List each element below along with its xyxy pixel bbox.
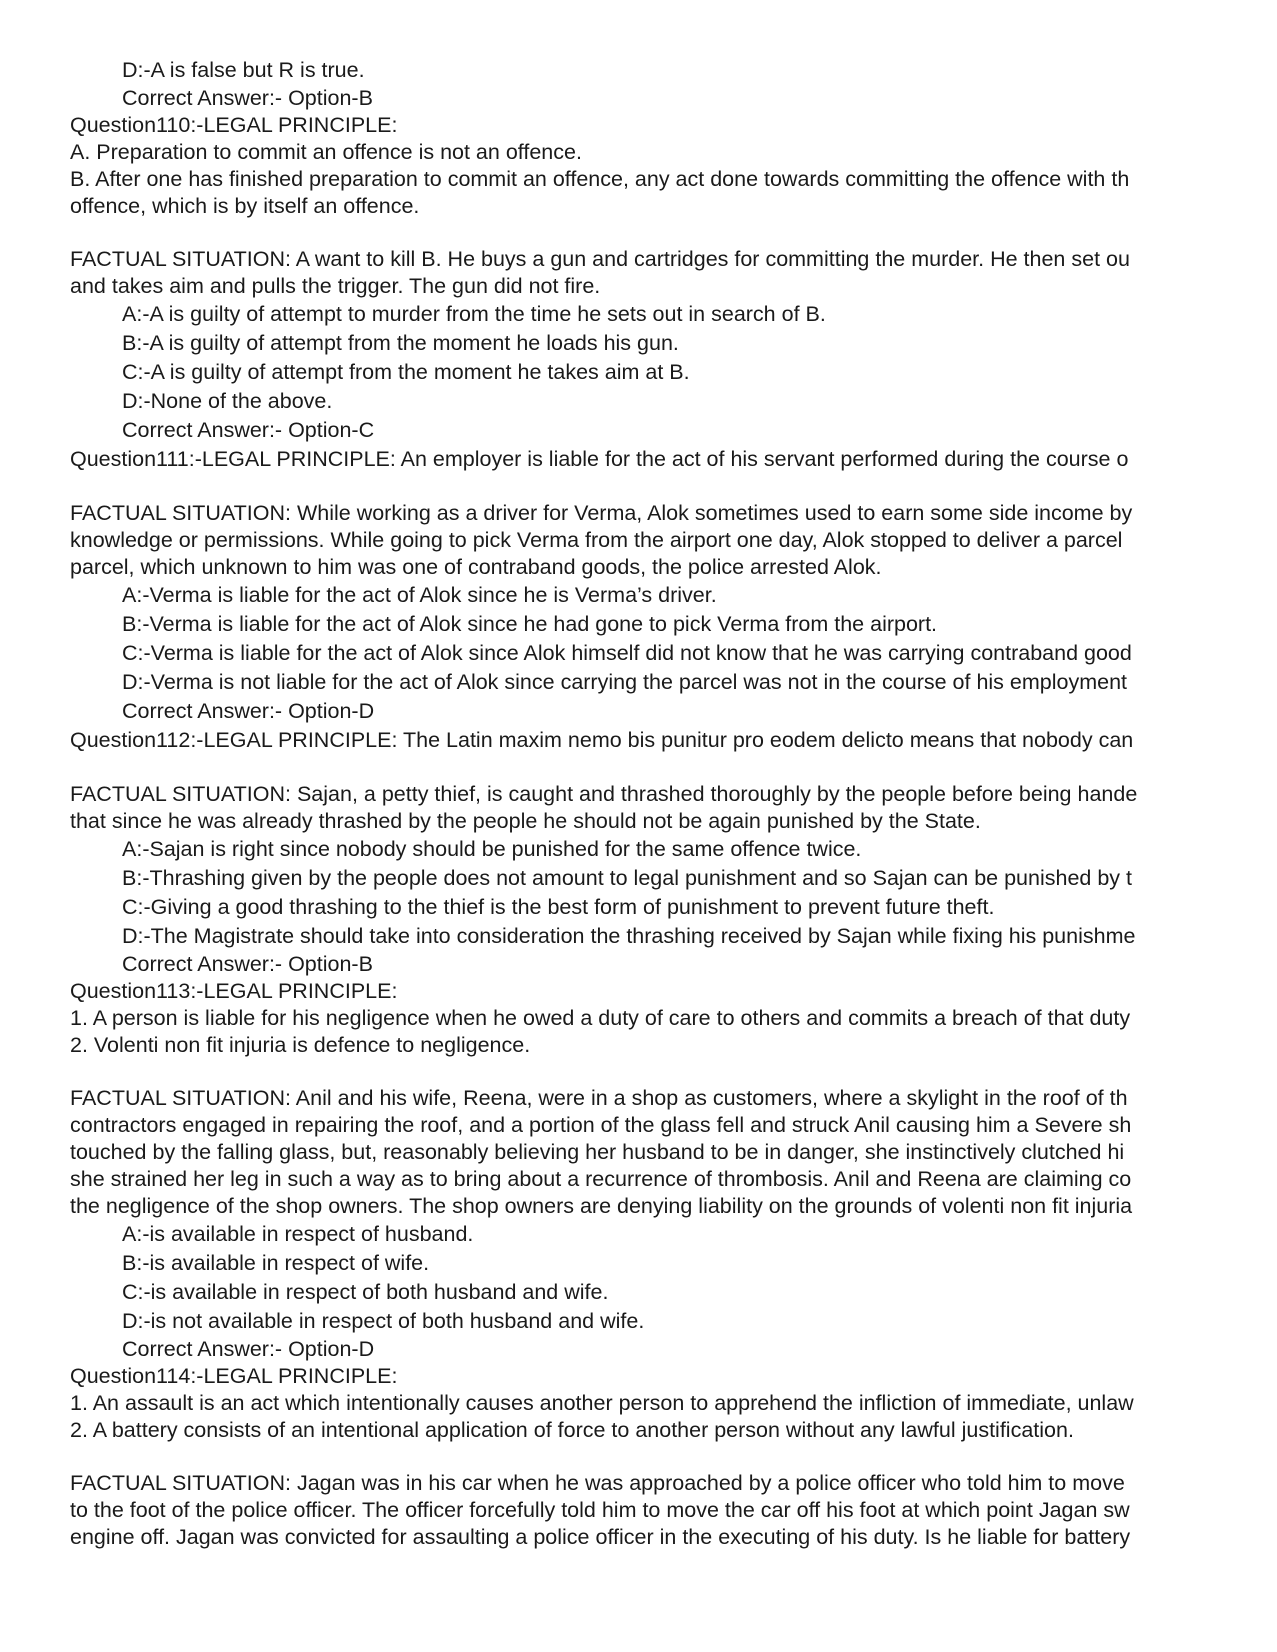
spacer [70,220,1218,246]
principle-line: B. After one has finished preparation to commit an offence, any act done towards committing the offence with th [70,167,1130,191]
facts-line: parcel, which unknown to him was one of contraband goods, the police arrested Alok. [70,555,882,579]
option-c: C:-Giving a good thrashing to the thief is the best form of punishment to prevent future theft. [122,895,995,919]
option-a: A:-is available in respect of husband. [122,1222,474,1246]
spacer [70,1444,1218,1470]
principle-line: offence, which is by itself an offence. [70,194,420,218]
correct-answer: Correct Answer:- Option-D [122,1337,375,1361]
correct-answer: Correct Answer:- Option-B [122,952,373,976]
facts-line: FACTUAL SITUATION: Jagan was in his car when he was approached by a police officer who told him to move [70,1471,1125,1495]
spacer [70,1059,1218,1085]
option-c: C:-A is guilty of attempt from the moment he takes aim at B. [122,360,690,384]
option-a: A:-A is guilty of attempt to murder from the time he sets out in search of B. [122,302,826,326]
principle-line: A. Preparation to commit an offence is not an offence. [70,140,582,164]
option-b: B:-Verma is liable for the act of Alok since he had gone to pick Verma from the airport. [122,612,938,636]
principle-line: 2. Volenti non fit injuria is defence to negligence. [70,1033,531,1057]
option-b: B:-Thrashing given by the people does not amount to legal punishment and so Sajan can be punished by t [122,866,1132,890]
option-d: D:-None of the above. [122,389,333,413]
principle-line: 1. An assault is an act which intentionally causes another person to apprehend the infliction of immediate, unlaw [70,1391,1134,1415]
option-a: A:-Verma is liable for the act of Alok since he is Verma’s driver. [122,583,717,607]
question-heading: Question110:-LEGAL PRINCIPLE: [70,113,398,137]
facts-line: contractors engaged in repairing the roof, and a portion of the glass fell and struck Anil causing him a Severe sh [70,1113,1132,1137]
option-a: A:-Sajan is right since nobody should be punished for the same offence twice. [122,837,862,861]
facts-line: FACTUAL SITUATION: While working as a driver for Verma, Alok sometimes used to earn some side income by [70,501,1133,525]
facts-line: that since he was already thrashed by the people he should not be again punished by the State. [70,809,981,833]
question-heading: Question113:-LEGAL PRINCIPLE: [70,979,398,1003]
facts-line: FACTUAL SITUATION: Sajan, a petty thief, is caught and thrashed thoroughly by the people before being hande [70,782,1138,806]
correct-answer: Correct Answer:- Option-D [122,699,375,723]
document-page [70,56,1218,1551]
option-d: D:-The Magistrate should take into consideration the thrashing received by Sajan while fixing his punishme [122,924,1136,948]
principle-line: 2. A battery consists of an intentional application of force to another person without any lawful justification. [70,1418,1074,1442]
facts-line: touched by the falling glass, but, reasonably believing her husband to be in danger, she instinctively clutched hi [70,1140,1125,1164]
facts-line: FACTUAL SITUATION: A want to kill B. He buys a gun and cartridges for committing the murder. He then set ou [70,247,1130,271]
option-b: B:-is available in respect of wife. [122,1251,430,1275]
spacer [70,474,1218,500]
principle-line: 1. A person is liable for his negligence when he owed a duty of care to others and commits a breach of that duty [70,1006,1131,1030]
facts-line: engine off. Jagan was convicted for assaulting a police officer in the executing of his duty. Is he liable for battery [70,1525,1131,1549]
option-b: B:-A is guilty of attempt from the moment he loads his gun. [122,331,679,355]
facts-line: FACTUAL SITUATION: Anil and his wife, Reena, were in a shop as customers, where a skylight in the roof of th [70,1086,1128,1110]
question-heading: Question111:-LEGAL PRINCIPLE: An employer is liable for the act of his servant performed during the course o [70,447,1129,471]
facts-line: she strained her leg in such a way as to bring about a recurrence of thrombosis. Anil and Reena are claiming co [70,1167,1132,1191]
facts-line: and takes aim and pulls the trigger. The gun did not fire. [70,274,601,298]
facts-line: to the foot of the police officer. The officer forcefully told him to move the car off his foot at which point Jagan sw [70,1498,1130,1522]
facts-line: the negligence of the shop owners. The shop owners are denying liability on the grounds of volenti non fit injuria [70,1194,1133,1218]
option-d: D:-Verma is not liable for the act of Alok since carrying the parcel was not in the course of his employment [122,670,1128,694]
question-heading: Question112:-LEGAL PRINCIPLE: The Latin maxim nemo bis punitur pro eodem delicto means that nobody can [70,728,1134,752]
spacer [70,755,1218,781]
correct-answer: Correct Answer:- Option-C [122,418,375,442]
question-heading: Question114:-LEGAL PRINCIPLE: [70,1364,398,1388]
option-d: D:-is not available in respect of both husband and wife. [122,1309,645,1333]
option-c: C:-Verma is liable for the act of Alok since Alok himself did not know that he was carrying contraband good [122,641,1132,665]
facts-line: knowledge or permissions. While going to pick Verma from the airport one day, Alok stopped to deliver a parcel [70,528,1123,552]
option-d: D:-A is false but R is true. [122,58,365,82]
correct-answer: Correct Answer:- Option-B [122,86,373,110]
option-c: C:-is available in respect of both husband and wife. [122,1280,609,1304]
